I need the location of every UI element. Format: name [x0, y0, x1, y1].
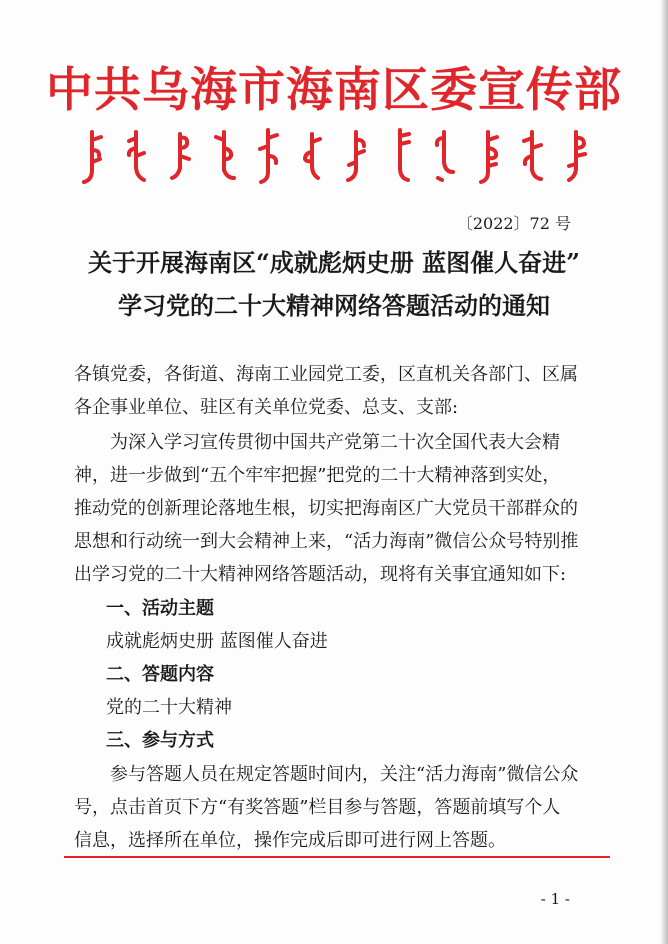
addressee-line: 各企事业单位、驻区有关单位党委、总支、支部:: [74, 397, 459, 418]
mongolian-glyph: [305, 134, 320, 178]
section-heading-activity-theme: 一、活动主题: [106, 598, 214, 619]
participation-paragraph-line: 号，点击首页下方“有奖答题”栏目参与答题，答题前填写个人: [74, 797, 561, 818]
mongolian-script-logo: [74, 126, 604, 188]
intro-paragraph-line: 出学习党的二十大精神网络答题活动，现将有关事宜通知如下:: [74, 564, 567, 585]
mongolian-glyph: [260, 130, 277, 182]
mongolian-glyph: [569, 132, 585, 180]
mongolian-glyph: [400, 130, 409, 180]
mongolian-glyph: [437, 132, 453, 180]
notice-title-line-1: 关于开展海南区“成就彪炳史册 蓝图催人奋进”: [88, 248, 580, 277]
mongolian-glyph: [84, 132, 101, 182]
org-title: 中共乌海市海南区委宣传部: [46, 63, 622, 118]
section-heading-quiz-content: 二、答题内容: [106, 664, 214, 685]
participation-paragraph-line: 参与答题人员在规定答题时间内，关注“活力海南”微信公众: [110, 764, 579, 785]
section-content-activity-theme: 成就彪炳史册 蓝图催人奋进: [106, 631, 328, 652]
participation-paragraph-line: 信息，选择所在单位，操作完成后即可进行网上答题。: [74, 830, 506, 851]
mongolian-glyph: [172, 134, 189, 178]
intro-paragraph-line: 思想和行动统一到大会精神上来，“活力海南”微信公众号特别推: [74, 531, 579, 552]
section-content-quiz-content: 党的二十大精神: [106, 697, 232, 718]
section-heading-participation: 三、参与方式: [106, 730, 214, 751]
mongolian-glyph: [129, 132, 144, 180]
page-number: - 1 -: [540, 890, 570, 908]
intro-paragraph-line: 神，进一步做到“五个牢牢把握”把党的二十大精神落到实处，: [74, 465, 561, 486]
mongolian-glyph: [216, 132, 234, 178]
addressee-line: 各镇党委，各街道、海南工业园党工委，区直机关各部门、区属: [74, 364, 578, 385]
mongolian-glyph: [481, 132, 497, 182]
mongolian-glyph: [348, 132, 364, 180]
mongolian-glyph: [524, 132, 541, 179]
intro-paragraph-line: 推动党的创新理论落地生根，切实把海南区广大党员干部群众的: [74, 498, 578, 519]
footer-divider: [64, 856, 610, 858]
intro-paragraph-line: 为深入学习宣传贯彻中国共产党第二十次全国代表大会精: [110, 432, 560, 453]
notice-title-line-2: 学习党的二十大精神网络答题活动的通知: [118, 291, 550, 320]
document-number: 〔2022〕72 号: [456, 214, 571, 233]
